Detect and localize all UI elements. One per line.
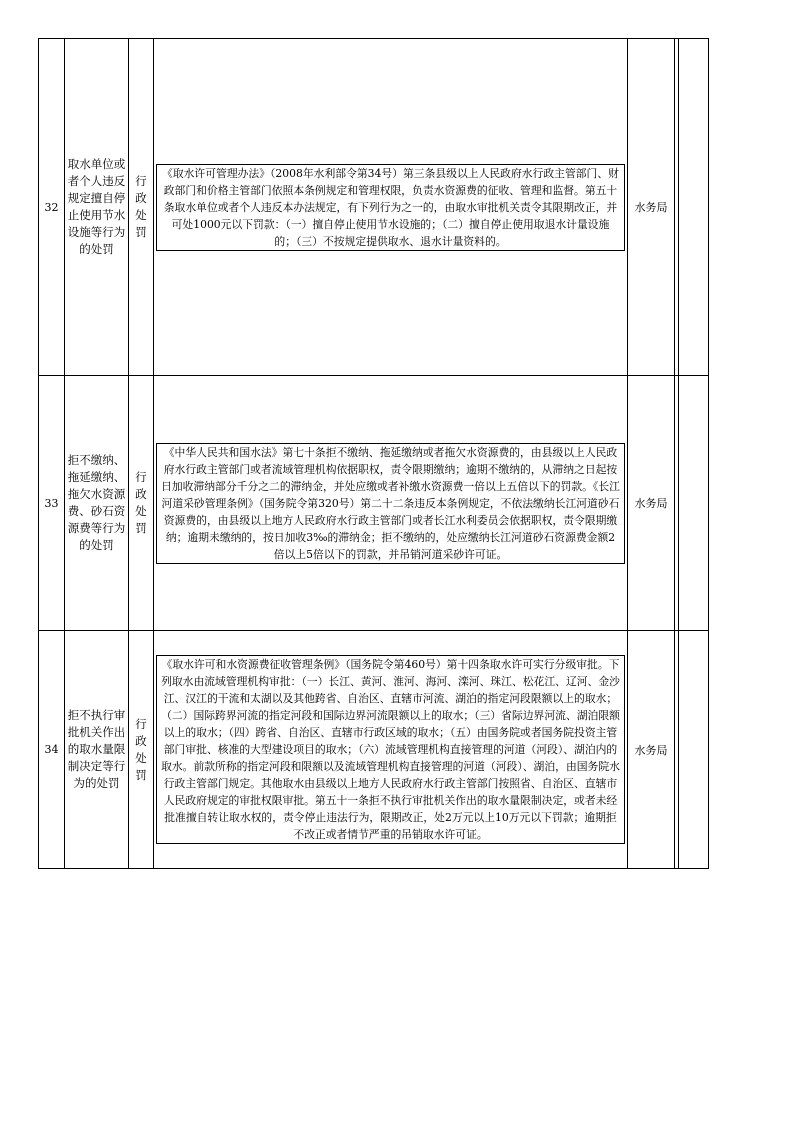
table-row [39,39,709,376]
item-type: 行政处罚 [135,470,147,535]
legal-basis: 《取水许可和水资源费征收管理条例》（国务院令第460号）第十四条取水许可实行分级审批。下列取水由流域管理机构审批：（一）长江、黄河、淮河、海河、滦河、珠江、松花江、辽河、金沙江、汉江的干流和太湖以及其他跨省、自治区、直辖市河流、湖泊的指定河段限额以上的取水；（二）国际跨界河流的指定河段和国际边界河流限额以上的取水；（三）省际边界河流、湖泊限额以上的取水；（四）跨省、自治区、直辖市行政区域的取水；（五）由国务院或者国务院投资主管部门审批、核准的大型建设项目的取水；（六）流域管理机构直接管理的河道（河段）、湖泊内的取水。前款所称的指定河段和限额以及流域管理机构直接管理的河道（河段）、湖泊，由国务院水行政主管部门规定。其他取水由县级以上地方人民政府水行政主管部门按照省、自治区、直辖市人民政府规定的审批权限审批。第五十一条拒不执行审批机关作出的取水量限制决定，或者未经批准擅自转让取水权的，责令停止违法行为，限期改正，处2万元以上10万元以下罚款；逾期拒不改正或者情节严重的吊销取水许可证。 [161,658,620,841]
empty-cell [679,39,709,376]
empty-cell [679,631,709,869]
item-type: 行政处罚 [135,716,147,782]
row-number: 32 [39,39,65,376]
item-type: 行政处罚 [135,174,147,239]
empty-cell [679,376,709,631]
legal-basis: 《中华人民共和国水法》第七十条拒不缴纳、拖延缴纳或者拖欠水资源费的，由县级以上人民政府水行政主管部门或者流域管理机构依据职权，责令限期缴纳；逾期不缴纳的，从滞纳之日起按日加收滞纳部分千分之二的滞纳金，并处应缴或者补缴水资源费一倍以上五倍以下的罚款。《长江河道采砂管理条例》（国务院令第320号）第二十二条违反本条例规定，不依法缴纳长江河道砂石资源费的，由县级以上地方人民政府水行政主管部门或者长江水利委员会依据职权，责令限期缴纳；逾期未缴纳的，按日加收3‰的滞纳金；拒不缴纳的，处应缴纳长江河道砂石资源费金额2倍以上5倍以下的罚款，并吊销河道采砂许可证。 [161,445,620,561]
legal-basis: 《取水许可管理办法》（2008年水利部令第34号）第三条县级以上人民政府水行政主管部门、财政部门和价格主管部门依照本条例规定和管理权限，负责水资源费的征收、管理和监督。第五十条取水单位或者个人违反本办法规定，有下列行为之一的，由取水审批机关责令其限期改正，并可处1000元以下罚款：（一）擅自停止使用节水设施的；（二）擅自停止使用取退水计量设施的；（三）不按规定提供取水、退水计量资料的。 [162,166,619,248]
item-name: 拒不缴纳、拖延缴纳、拖欠水资源费、砂石资源费等行为的处罚 [67,453,126,552]
row-number: 33 [39,376,65,631]
penalty-table [38,38,709,869]
row-number: 34 [39,631,65,869]
item-name: 拒不执行审批机关作出的取水量限制决定等行为的处罚 [67,708,126,790]
department: 水务局 [628,39,675,376]
department: 水务局 [628,631,675,869]
basis-box [156,164,625,251]
department: 水务局 [628,376,675,631]
table-row [39,376,709,631]
table-row [39,631,709,869]
item-name: 取水单位或者个人违反规定擅自停止使用节水设施等行为的处罚 [67,157,126,256]
basis-box [156,443,625,564]
basis-box [156,655,625,844]
